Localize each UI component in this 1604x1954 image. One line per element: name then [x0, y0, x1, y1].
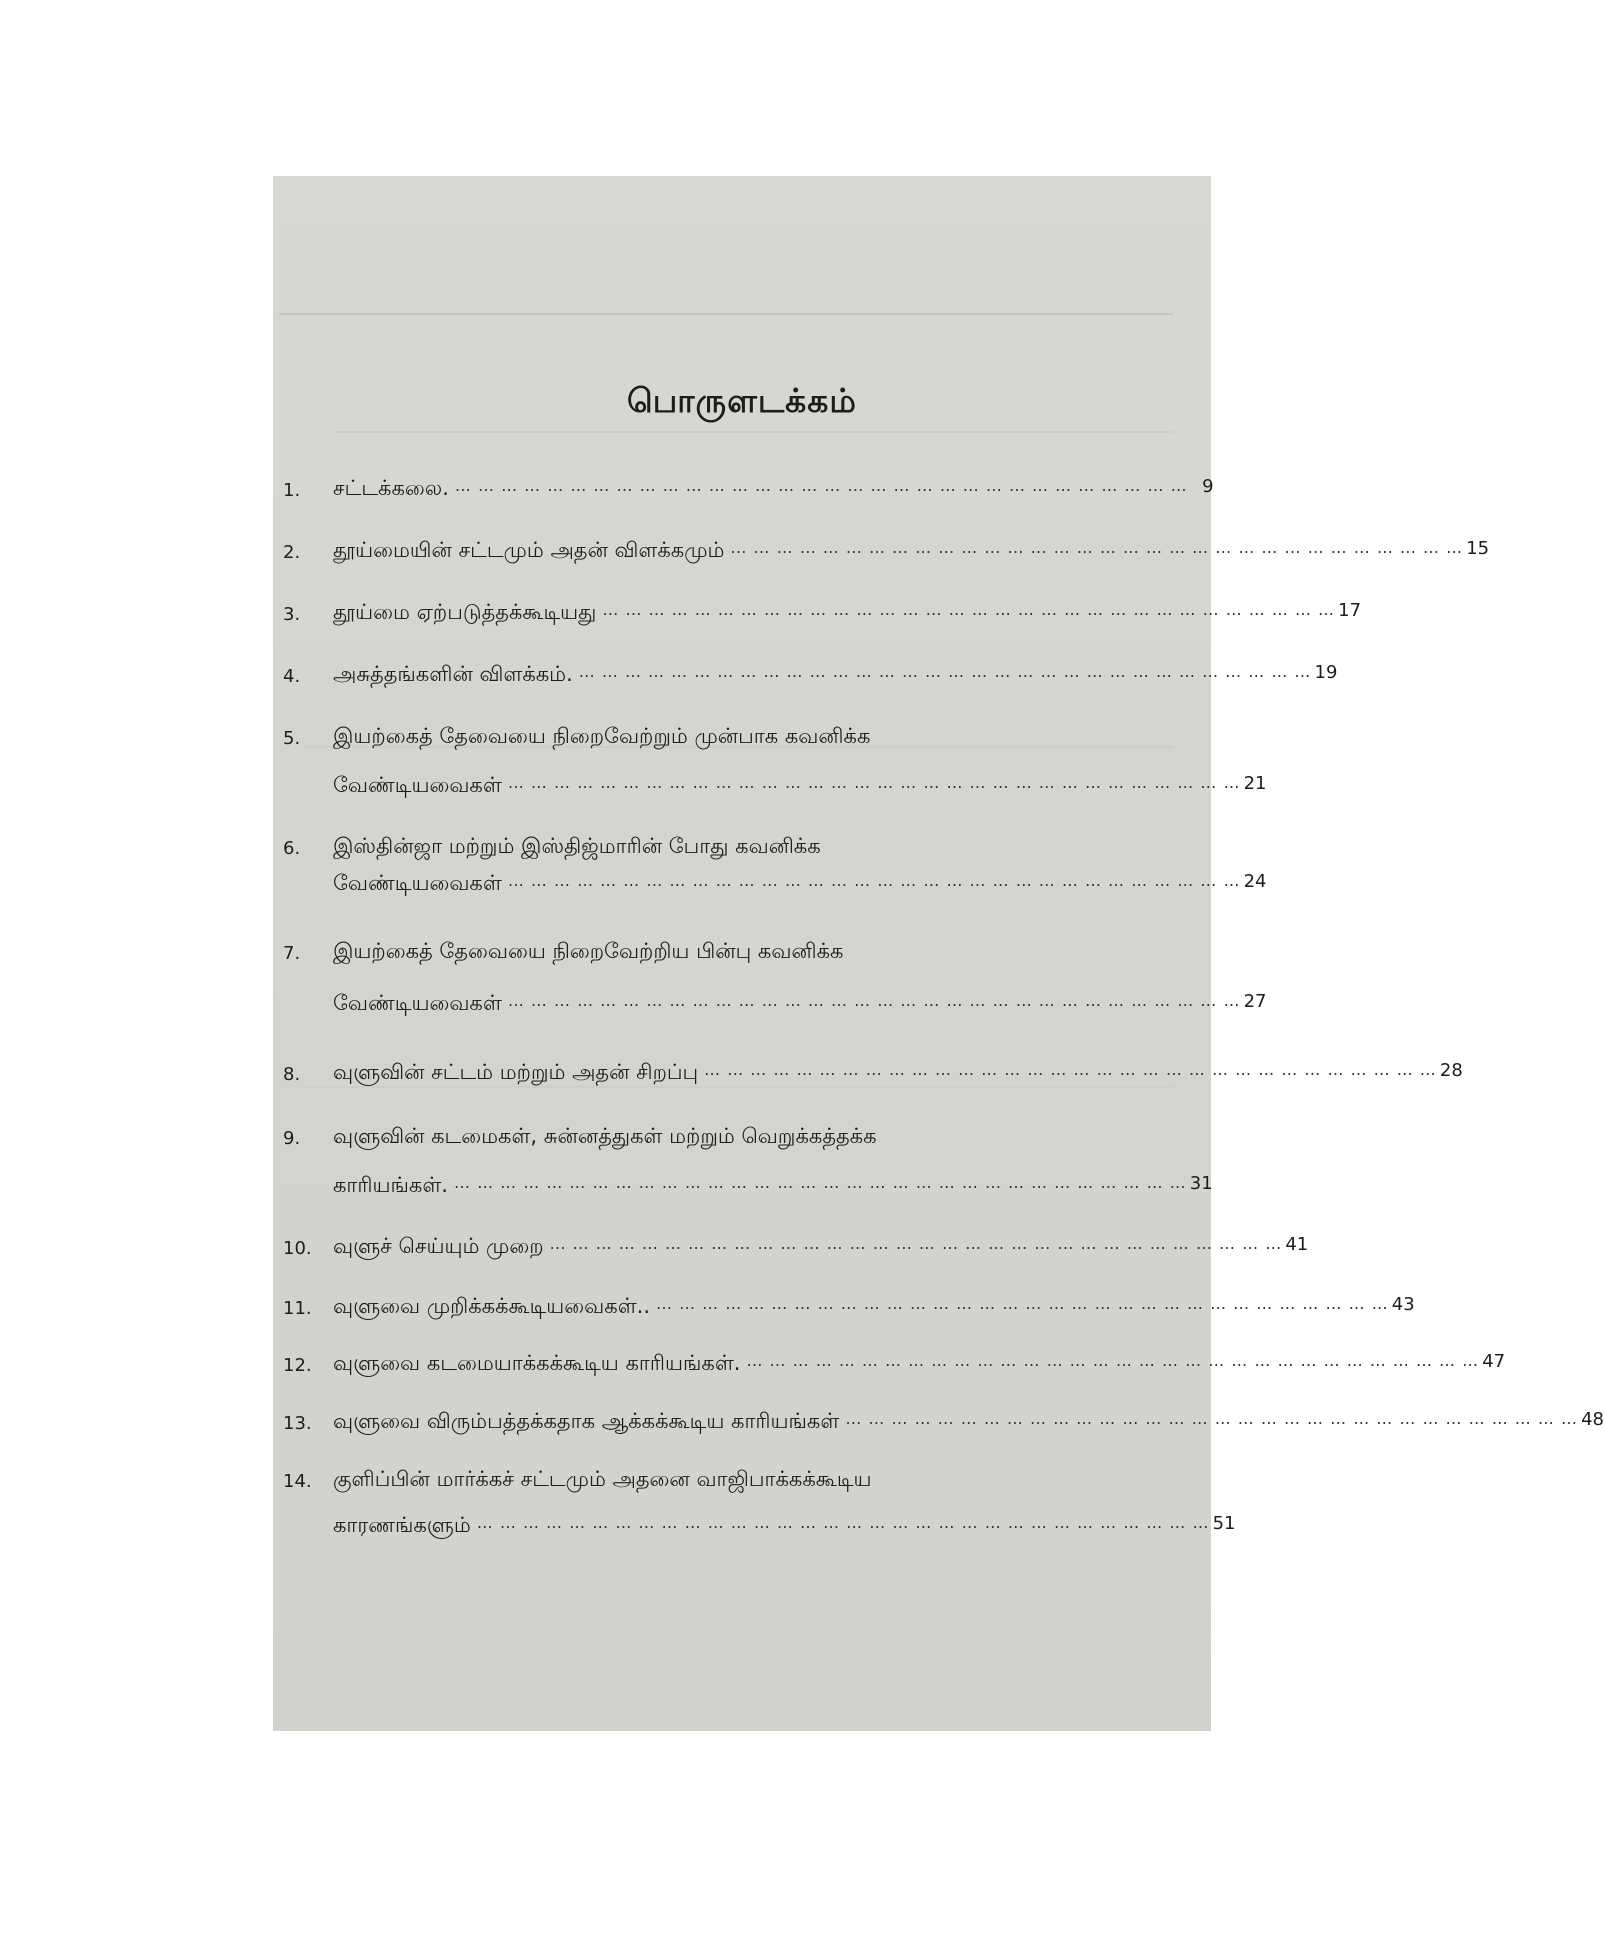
entry-title: இயற்கைத் தேவையை நிறைவேற்றும் முன்பாக கவனிக்க — [333, 724, 871, 748]
entry-title: வுளுவை கடமையாக்கக்கூடிய காரியங்கள். — [333, 1351, 741, 1375]
dot-leader: … … … … … … … … … … … … … … … … … … … … … … … … … … … … … … … … — [730, 538, 1464, 557]
dot-leader: … … … … … … … … … … … … … … … … … … … … … … … … … … … … … … … … — [476, 1513, 1210, 1532]
page-number: 28 — [1439, 1060, 1463, 1081]
dot-leader: … … … … … … … … … … … … … … … … … … … … … … … … … … … … … … … … — [507, 871, 1241, 890]
entry-number: 3. — [283, 604, 301, 625]
entry-title-continued: காரணங்களும் — [333, 1513, 471, 1537]
toc-entry-7 — [283, 939, 1267, 1015]
page-number: 47 — [1482, 1351, 1506, 1372]
toc-entry-3 — [283, 600, 1362, 627]
dot-leader: … … … … … … … … … … … … … … … … … … … … … … … … … … … … … … … … — [746, 1351, 1480, 1370]
entry-number: 11. — [283, 1298, 312, 1319]
toc-entry-4 — [283, 662, 1338, 689]
toc-entry-9 — [283, 1124, 1213, 1197]
page-number: 27 — [1243, 991, 1267, 1012]
entry-title-continued: வேண்டியவைகள் — [333, 773, 502, 797]
entry-title: வுளுச் செய்யும் முறை — [333, 1234, 544, 1258]
page-number: 43 — [1391, 1294, 1415, 1315]
page-number: 15 — [1466, 538, 1490, 559]
entry-title: வுளுவின் கடமைகள், சுன்னத்துகள் மற்றும் வெறுக்கத்தக்க — [333, 1124, 877, 1148]
entry-number: 8. — [283, 1064, 301, 1085]
dot-leader: … … … … … … … … … … … … … … … … … … … … … … … … … … … … … … … … — [704, 1060, 1437, 1079]
dot-leader: … … … … … … … … … … … … … … … … … … … … … … … … … … … … … … … … — [507, 773, 1241, 792]
toc-entry-14 — [283, 1467, 1236, 1537]
entry-number: 4. — [283, 666, 301, 687]
page-number: 31 — [1189, 1173, 1213, 1194]
toc-entry-2 — [283, 538, 1490, 565]
entry-title-continued: வேண்டியவைகள் — [333, 871, 502, 895]
dot-leader: … … … … … … … … … … … … … … … … … … … … … … … … … … … … … … … … — [454, 476, 1188, 495]
entry-number: 9. — [283, 1128, 301, 1149]
page-number: 19 — [1314, 662, 1338, 683]
dot-leader: … … … … … … … … … … … … … … … … … … … … … … … … … … … … … … … … — [507, 991, 1241, 1010]
entry-title: இஸ்தின்ஜா மற்றும் இஸ்திஜ்மாரின் போது கவனிக்க — [333, 834, 821, 858]
entry-title: தூய்மையின் சட்டமும் அதன் விளக்கமும் — [333, 538, 725, 562]
entry-number: 13. — [283, 1413, 312, 1434]
entry-number: 5. — [283, 728, 301, 749]
dot-leader: … … … … … … … … … … … … … … … … … … … … … … … … … … … … … … … … — [549, 1234, 1283, 1253]
entry-title-continued: வேண்டியவைகள் — [333, 991, 502, 1015]
dot-leader: … … … … … … … … … … … … … … … … … … … … … … … … … … … … … … … … — [602, 600, 1336, 619]
entry-title: வுளுவின் சட்டம் மற்றும் அதன் சிறப்பு — [333, 1060, 699, 1084]
entry-title: தூய்மை ஏற்படுத்தக்கூடியது — [333, 600, 597, 624]
toc-entry-1 — [283, 476, 1214, 503]
toc-entry-6 — [283, 834, 1267, 895]
page-number: 41 — [1285, 1234, 1309, 1255]
entry-number: 7. — [283, 943, 301, 964]
toc-entry-10 — [283, 1234, 1309, 1261]
entry-title: வுளுவை முறிக்கக்கூடியவைகள்.. — [333, 1294, 650, 1318]
entry-title: சட்டக்கலை. — [333, 476, 449, 500]
entry-title: வுளுவை விரும்பத்தக்கதாக ஆக்கக்கூடிய காரியங்கள் — [333, 1409, 840, 1433]
page-number: 17 — [1338, 600, 1362, 621]
entry-number: 6. — [283, 838, 301, 859]
page-number: 24 — [1243, 871, 1267, 892]
page-number: 21 — [1243, 773, 1267, 794]
entry-title: இயற்கைத் தேவையை நிறைவேற்றிய பின்பு கவனிக்க — [333, 939, 844, 963]
toc-entry-5 — [283, 724, 1267, 797]
page-title: பொருளடக்கம் — [627, 381, 857, 420]
page-number: 51 — [1212, 1513, 1236, 1534]
toc-entry-12 — [283, 1351, 1506, 1378]
entry-number: 10. — [283, 1238, 312, 1259]
page-number: 9 — [1202, 476, 1214, 497]
entry-number: 12. — [283, 1355, 312, 1376]
entry-title: குளிப்பின் மார்க்கச் சட்டமும் அதனை வாஜிபாக்கக்கூடிய — [333, 1467, 872, 1491]
dot-leader: … … … … … … … … … … … … … … … … … … … … … … … … … … … … … … … … — [656, 1294, 1389, 1313]
entry-title: அசுத்தங்களின் விளக்கம். — [333, 662, 573, 686]
dot-leader: … … … … … … … … … … … … … … … … … … … … … … … … … … … … … … … … — [845, 1409, 1578, 1428]
page-number: 48 — [1581, 1409, 1604, 1430]
dot-leader: … … … … … … … … … … … … … … … … … … … … … … … … … … … … … … … … — [578, 662, 1312, 681]
entry-title-continued: காரியங்கள். — [333, 1173, 448, 1197]
book-page — [273, 176, 1604, 1731]
dot-leader: … … … … … … … … … … … … … … … … … … … … … … … … … … … … … … … … — [453, 1173, 1187, 1192]
toc-entry-8 — [283, 1060, 1463, 1087]
entry-number: 1. — [283, 480, 301, 501]
entry-number: 14. — [283, 1471, 312, 1492]
toc-entry-13 — [283, 1409, 1604, 1436]
toc-entry-11 — [283, 1294, 1415, 1321]
entry-number: 2. — [283, 542, 301, 563]
